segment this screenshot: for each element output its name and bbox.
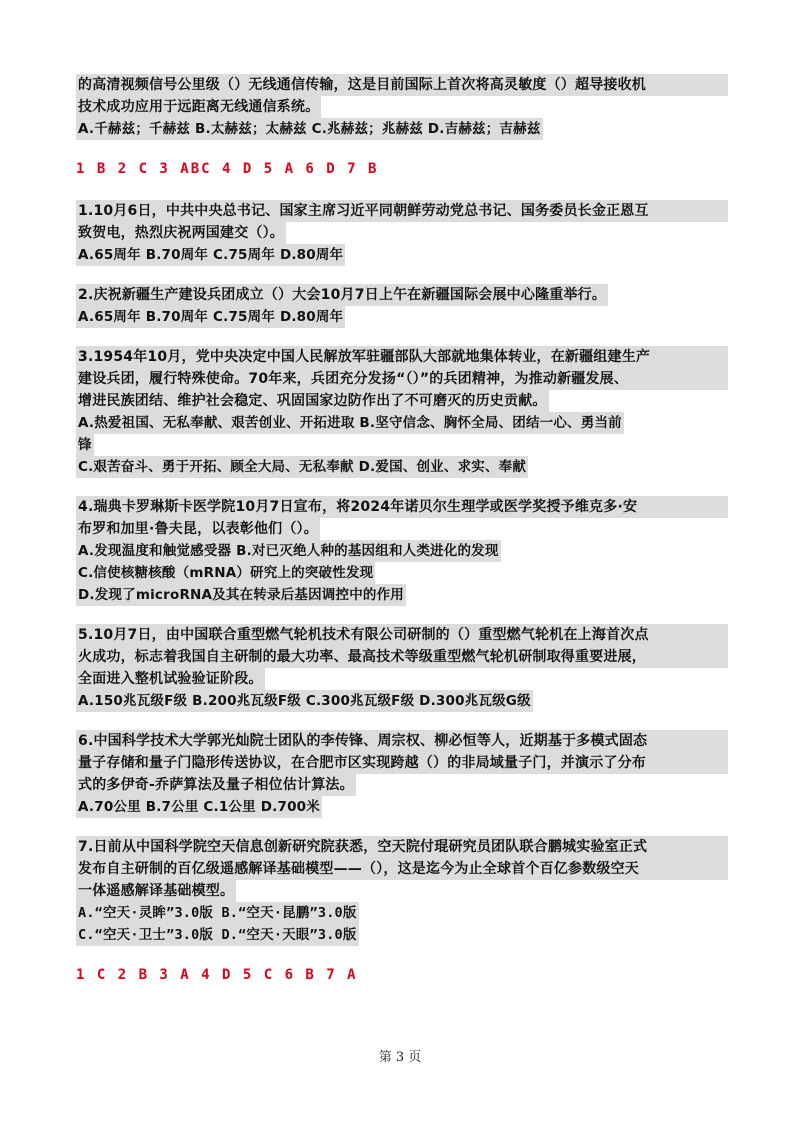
question-options: C.“空天·卫士”3.0版 D.“空天·天眼”3.0版 — [76, 924, 359, 946]
question-block — [76, 346, 728, 478]
question-options: A.70公里 B.7公里 C.1公里 D.700米 — [76, 796, 322, 818]
answer-key: 1 B 2 C 3 ABC 4 D 5 A 6 D 7 B — [76, 161, 379, 177]
page-number: 第 3 页 — [378, 1050, 422, 1065]
question-block — [76, 730, 728, 818]
question-text-line: 建设兵团，履行特殊使命。70年来，兵团充分发扬“（）”的兵团精神，为推动新疆发展、 — [76, 368, 728, 390]
question-block — [76, 496, 728, 606]
question-text-line: 发布自主研制的百亿级遥感解译基础模型——（），这是迄今为止全球首个百亿参数级空天 — [76, 858, 728, 880]
question-text-line: 6.中国科学技术大学郭光灿院士团队的李传锋、周宗权、柳必恒等人，近期基于多模式固态 — [76, 730, 728, 752]
question-options: A.65周年 B.70周年 C.75周年 D.80周年 — [76, 244, 345, 266]
question-options: A.150兆瓦级F级 B.200兆瓦级F级 C.300兆瓦级F级 D.300兆瓦级G级 — [76, 690, 533, 712]
question-block — [76, 836, 728, 946]
question-options: A.千赫兹；千赫兹 B.太赫兹；太赫兹 C.兆赫兹；兆赫兹 D.吉赫兹；吉赫兹 — [76, 118, 543, 140]
question-options: C.艰苦奋斗、勇于开拓、顾全大局、无私奉献 D.爱国、创业、求实、奉献 — [76, 456, 528, 478]
question-block — [76, 200, 728, 266]
question-text-line: 式的多伊奇-乔萨算法及量子相位估计算法。 — [76, 774, 356, 796]
answer-key: 1 C 2 B 3 A 4 D 5 C 6 B 7 A — [76, 967, 358, 983]
question-text-line: 布罗和加里·鲁夫昆，以表彰他们（）。 — [76, 518, 320, 540]
question-block — [76, 284, 728, 328]
question-text-line: 火成功，标志着我国自主研制的最大功率、最高技术等级重型燃气轮机研制取得重要进展， — [76, 646, 728, 668]
question-list — [76, 200, 728, 946]
question-options: A.“空天·灵眸”3.0版 B.“空天·昆鹏”3.0版 — [76, 902, 359, 924]
question-text-line: 7.日前从中国科学院空天信息创新研究院获悉，空天院付琨研究员团队联合鹏城实验室正式 — [76, 836, 728, 858]
question-options: C.信使核糖核酸（mRNA）研究上的突破性发现 — [76, 562, 375, 584]
question-options: 锋 — [76, 434, 94, 456]
question-options: A.热爱祖国、无私奉献、艰苦创业、开拓进取 B.坚守信念、胸怀全局、团结一心、勇当前 — [76, 412, 624, 434]
question-text-line: 5.10月7日，由中国联合重型燃气轮机技术有限公司研制的（）重型燃气轮机在上海首次点 — [76, 624, 728, 646]
question-text-line: 3.1954年10月，党中央决定中国人民解放军驻疆部队大部就地集体转业，在新疆组建生产 — [76, 346, 728, 368]
question-text-line: 增进民族团结、维护社会稳定、巩固国家边防作出了不可磨灭的历史贡献。 — [76, 390, 549, 412]
question-options: A.发现温度和触觉感受器 B.对已灭绝人种的基因组和人类进化的发现 — [76, 540, 501, 562]
question-text-line: 技术成功应用于远距离无线通信系统。 — [76, 96, 321, 118]
question-text-line: 致贺电，热烈庆祝两国建交（）。 — [76, 222, 286, 244]
page-content — [76, 74, 728, 1006]
question-text-line: 全面进入整机试验验证阶段。 — [76, 668, 265, 690]
question-text-line: 量子存储和量子门隐形传送协议，在合肥市区实现跨越（）的非局域量子门，并演示了分布 — [76, 752, 728, 774]
question-text-line: 4.瑞典卡罗琳斯卡医学院10月7日宣布，将2024年诺贝尔生理学或医学奖授予维克多·安 — [76, 496, 728, 518]
question-text-line: 的高清视频信号公里级（）无线通信传输，这是目前国际上首次将高灵敏度（）超导接收机 — [76, 74, 728, 96]
question-text-line: 一体遥感解译基础模型。 — [76, 880, 236, 902]
question-block — [76, 624, 728, 712]
question-text-line: 2.庆祝新疆生产建设兵团成立（）大会10月7日上午在新疆国际会展中心隆重举行。 — [76, 284, 608, 306]
previous-question-tail — [76, 74, 728, 140]
question-options: D.发现了microRNA及其在转录后基因调控中的作用 — [76, 584, 406, 606]
question-options: A.65周年 B.70周年 C.75周年 D.80周年 — [76, 306, 345, 328]
question-text-line: 1.10月6日，中共中央总书记、国家主席习近平同朝鲜劳动党总书记、国务委员长金正恩互 — [76, 200, 728, 222]
